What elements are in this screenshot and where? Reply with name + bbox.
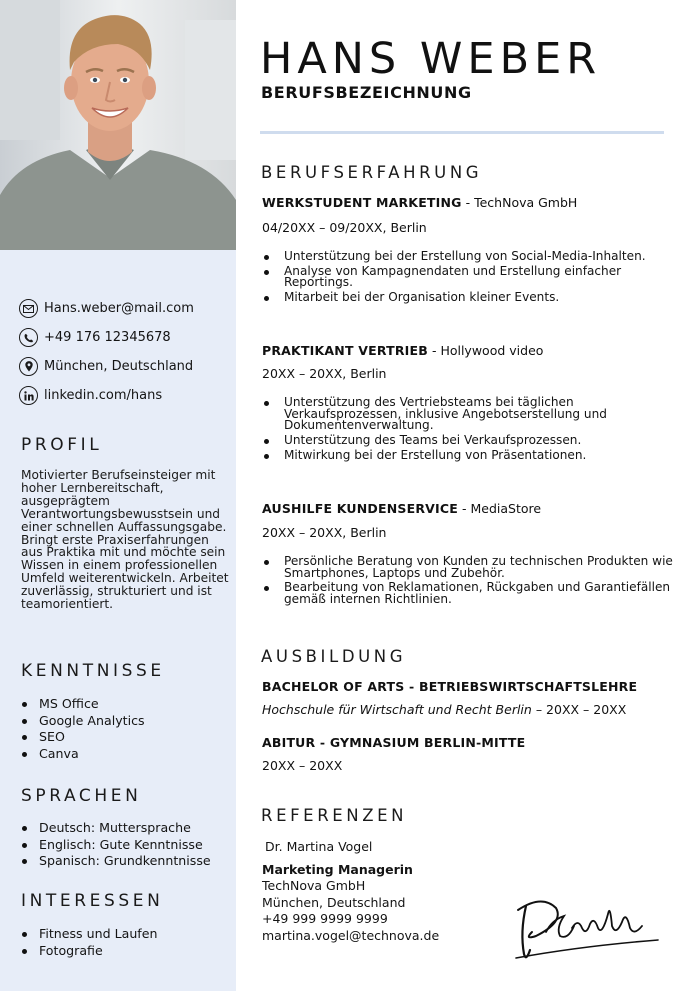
- list-item: Fitness und Laufen: [21, 926, 233, 943]
- header-divider: [260, 131, 664, 134]
- reference-phone[interactable]: +49 999 9999 9999: [262, 911, 388, 927]
- job-2-header: [262, 343, 543, 358]
- job-title: BERUFSBEZEICHNUNG: [261, 83, 472, 102]
- job-3-bullets: [262, 556, 682, 609]
- list-item: SEO: [21, 729, 233, 746]
- job-3-header: [262, 501, 541, 516]
- contact-location: [19, 352, 229, 381]
- phone-icon: [19, 328, 38, 347]
- contact-phone-text: +49 176 12345678: [44, 330, 171, 345]
- list-item: Mitarbeit bei der Organisation kleiner Events.: [262, 292, 682, 304]
- reference-company: TechNova GmbH: [262, 878, 366, 894]
- list-item: Englisch: Gute Kenntnisse: [21, 837, 233, 854]
- list-item: MS Office: [21, 696, 233, 713]
- job-1-bullets: [262, 251, 682, 307]
- job-1-position: WERKSTUDENT MARKETING: [262, 195, 462, 210]
- reference-email[interactable]: martina.vogel@technova.de: [262, 927, 440, 943]
- references-heading: REFERENZEN: [261, 806, 408, 825]
- email-icon: [19, 299, 38, 318]
- job-2-meta: 20XX – 20XX, Berlin: [262, 366, 387, 381]
- job-2-position: PRAKTIKANT VERTRIEB: [262, 343, 428, 358]
- list-item: Analyse von Kampagnendaten und Erstellung einfacher Reportings.: [262, 266, 682, 289]
- education-1-dates: – 20XX – 20XX: [531, 702, 627, 717]
- profile-photo: [0, 0, 236, 250]
- list-item: Deutsch: Muttersprache: [21, 820, 233, 837]
- contact-email[interactable]: [19, 294, 229, 323]
- contact-phone[interactable]: [19, 323, 229, 352]
- linkedin-icon: [19, 386, 38, 405]
- education-2-degree: ABITUR - GYMNASIUM BERLIN-MITTE: [262, 735, 526, 750]
- list-item: Persönliche Beratung von Kunden zu technischen Produkten wie Smartphones, Laptops und Zubehör.: [262, 556, 682, 579]
- reference-name: Dr. Martina Vogel: [265, 839, 373, 854]
- education-1-meta: [262, 702, 626, 717]
- sprachen-list: [21, 820, 233, 870]
- interessen-heading: INTERESSEN: [21, 891, 164, 911]
- list-item: Google Analytics: [21, 713, 233, 730]
- reference-city: München, Deutschland: [262, 894, 406, 910]
- signature: [512, 892, 662, 972]
- contact-list: [19, 294, 229, 410]
- education-1-school: Hochschule für Wirtschaft und Recht Berlin: [262, 702, 532, 717]
- education-heading: AUSBILDUNG: [261, 647, 407, 666]
- list-item: Unterstützung des Vertriebsteams bei täglichen Verkaufsprozessen, inklusive Angebotserstellung und Dokumentenverwaltung.: [262, 397, 682, 432]
- job-2-bullets: [262, 397, 682, 465]
- list-item: Spanisch: Grundkenntnisse: [21, 853, 233, 870]
- experience-heading: BERUFSERFAHRUNG: [261, 163, 483, 182]
- reference-details: [262, 862, 439, 944]
- profil-text: Motivierter Berufseinsteiger mit hoher Lernbereitschaft, ausgeprägtem Verantwortungsbewusstsein und einer schnellen Auffassungsgabe. Bringt erste Praxiserfahrungen aus Praktika mit und möchte sein Wissen in einem professionellen Umfeld weiterentwickeln. Arbeitet zuverlässig, strukturiert und ist teamorientiert.: [21, 468, 229, 612]
- contact-location-text: München, Deutschland: [44, 359, 194, 374]
- job-1-header: [262, 195, 577, 210]
- reference-role: Marketing Managerin: [262, 862, 413, 877]
- education-2-dates: 20XX – 20XX: [262, 758, 343, 773]
- interessen-list: [21, 926, 233, 959]
- education-1-degree: BACHELOR OF ARTS - BETRIEBSWIRTSCHAFTSLEHRE: [262, 679, 638, 694]
- list-item: Canva: [21, 746, 233, 763]
- job-2-company: - Hollywood video: [427, 343, 544, 358]
- job-1-meta: 04/20XX – 09/20XX, Berlin: [262, 220, 427, 235]
- contact-linkedin[interactable]: [19, 381, 229, 410]
- job-1-company: - TechNova GmbH: [461, 195, 578, 210]
- job-3-meta: 20XX – 20XX, Berlin: [262, 525, 387, 540]
- list-item: Unterstützung des Teams bei Verkaufsprozessen.: [262, 435, 682, 447]
- location-icon: [19, 357, 38, 376]
- sidebar: [0, 0, 236, 991]
- kenntnisse-list: [21, 696, 233, 762]
- job-3-company: - MediaStore: [458, 501, 542, 516]
- list-item: Mitwirkung bei der Erstellung von Präsentationen.: [262, 450, 682, 462]
- kenntnisse-heading: KENNTNISSE: [21, 661, 165, 681]
- contact-linkedin-text: linkedin.com/hans: [44, 388, 163, 403]
- list-item: Fotografie: [21, 943, 233, 960]
- list-item: Unterstützung bei der Erstellung von Social-Media-Inhalten.: [262, 251, 682, 263]
- profil-heading: PROFIL: [21, 435, 103, 455]
- list-item: Bearbeitung von Reklamationen, Rückgaben und Garantiefällen gemäß internen Richtlinien.: [262, 582, 682, 605]
- sprachen-heading: SPRACHEN: [21, 786, 142, 806]
- contact-email-text: Hans.weber@mail.com: [44, 301, 194, 316]
- person-name: HANS WEBER: [260, 34, 602, 84]
- job-3-position: AUSHILFE KUNDENSERVICE: [262, 501, 459, 516]
